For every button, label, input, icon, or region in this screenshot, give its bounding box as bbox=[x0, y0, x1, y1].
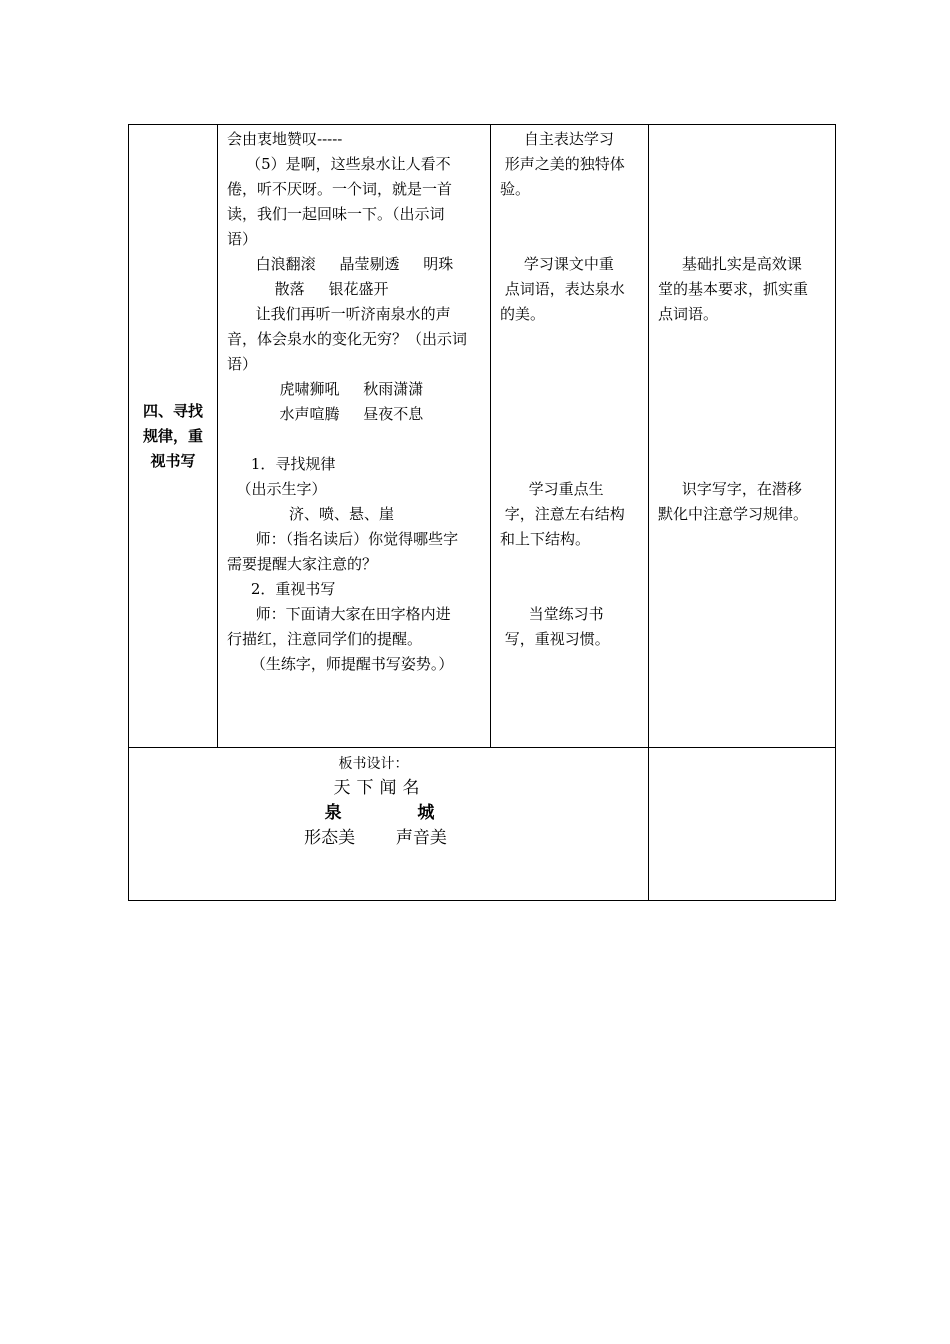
text-line bbox=[500, 327, 640, 352]
text-line bbox=[658, 127, 827, 152]
table-row bbox=[129, 125, 836, 748]
text-line: 行描红，注意同学们的提醒。 bbox=[227, 630, 423, 648]
text-line: 的美。 bbox=[500, 305, 546, 323]
text-line: 写，重视习惯。 bbox=[500, 630, 610, 648]
board-line-1: 天下闻名 bbox=[333, 778, 426, 798]
text-line: 散落 银花盛开 bbox=[227, 280, 389, 298]
text-line: 2．重视书写 bbox=[227, 580, 336, 598]
text-line bbox=[658, 377, 827, 402]
text-line: （出示生字） bbox=[227, 480, 327, 498]
board-line-2 bbox=[111, 801, 648, 826]
text-line: 点词语。 bbox=[658, 305, 719, 323]
student-activity-cell bbox=[491, 125, 649, 748]
text-line: 语） bbox=[227, 230, 258, 248]
text-line: 学习课文中重 bbox=[500, 255, 614, 273]
text-line: 堂的基本要求，抓实重 bbox=[658, 280, 809, 298]
text-line: 水声喧腾 昼夜不息 bbox=[227, 405, 424, 423]
text-line bbox=[500, 552, 640, 577]
teacher-activity-cell bbox=[218, 125, 491, 748]
text-line bbox=[500, 577, 640, 602]
text-line: （生练字，师提醒书写姿势。） bbox=[227, 655, 454, 673]
phase-label: 四、寻找规律，重视书写 bbox=[142, 401, 203, 470]
text-line bbox=[658, 427, 827, 452]
text-line bbox=[658, 452, 827, 477]
text-line: 济、喷、悬、崖 bbox=[227, 505, 394, 523]
board-word-left: 泉 bbox=[324, 803, 342, 823]
text-line: 基础扎实是高效课 bbox=[658, 255, 802, 273]
lesson-plan-table bbox=[128, 124, 836, 901]
text-line: 需要提醒大家注意的？ bbox=[227, 555, 378, 573]
text-line: 自主表达学习 bbox=[500, 130, 614, 148]
board-line-3 bbox=[103, 826, 648, 851]
text-line bbox=[658, 402, 827, 427]
phase-label-cell bbox=[129, 125, 218, 748]
text-line: 虎啸狮吼 秋雨潇潇 bbox=[227, 380, 424, 398]
text-line bbox=[500, 202, 640, 227]
text-line bbox=[658, 202, 827, 227]
design-intent-text bbox=[649, 125, 835, 527]
text-line: 倦，听不厌呀。一个词，就是一首 bbox=[227, 180, 453, 198]
text-line bbox=[658, 177, 827, 202]
board-design-title: 板书设计： bbox=[338, 756, 409, 772]
text-line: 学习重点生 bbox=[500, 480, 604, 498]
text-line: 默化中注意学习规律。 bbox=[658, 505, 809, 523]
lesson-plan-sheet bbox=[128, 124, 819, 901]
text-line: 验。 bbox=[500, 180, 531, 198]
board-empty-cell bbox=[649, 748, 836, 901]
text-line: 音，体会泉水的变化无穷？（出示词 bbox=[227, 330, 468, 348]
text-line bbox=[658, 152, 827, 177]
text-line: （5）是啊，这些泉水让人看不 bbox=[227, 155, 451, 173]
text-line: 形声之美的独特体 bbox=[500, 155, 625, 173]
text-line: 语） bbox=[227, 355, 258, 373]
text-line bbox=[658, 327, 827, 352]
text-line: 和上下结构。 bbox=[500, 530, 591, 548]
text-line: 字，注意左右结构 bbox=[500, 505, 625, 523]
text-line bbox=[500, 227, 640, 252]
text-line bbox=[500, 377, 640, 402]
text-line: 1．寻找规律 bbox=[227, 455, 336, 473]
text-line: 读，我们一起回味一下。（出示词 bbox=[227, 205, 445, 223]
text-line: 师：（指名读后）你觉得哪些字 bbox=[227, 530, 459, 548]
text-line bbox=[658, 352, 827, 377]
text-line: 师：下面请大家在田字格内进 bbox=[227, 605, 451, 623]
text-line bbox=[227, 427, 482, 452]
design-intent-cell bbox=[649, 125, 836, 748]
board-design-cell bbox=[129, 748, 649, 901]
student-activity-text bbox=[491, 125, 648, 652]
board-word-right: 城 bbox=[417, 803, 435, 823]
text-line: 点词语，表达泉水 bbox=[500, 280, 625, 298]
text-line: 当堂练习书 bbox=[500, 605, 604, 623]
text-line bbox=[658, 227, 827, 252]
text-line bbox=[500, 352, 640, 377]
table-row bbox=[129, 748, 836, 901]
teacher-activity-text bbox=[218, 125, 490, 677]
text-line: 会由衷地赞叹----- bbox=[227, 130, 343, 148]
text-line: 让我们再听一听济南泉水的声 bbox=[227, 305, 451, 323]
board-phrase-right: 声音美 bbox=[395, 828, 447, 848]
text-line bbox=[500, 427, 640, 452]
text-line: 识字写字，在潜移 bbox=[658, 480, 802, 498]
text-line bbox=[500, 402, 640, 427]
text-line bbox=[500, 452, 640, 477]
text-line: 白浪翻滚 晶莹剔透 明珠 bbox=[227, 255, 454, 273]
board-phrase-left: 形态美 bbox=[304, 828, 356, 848]
